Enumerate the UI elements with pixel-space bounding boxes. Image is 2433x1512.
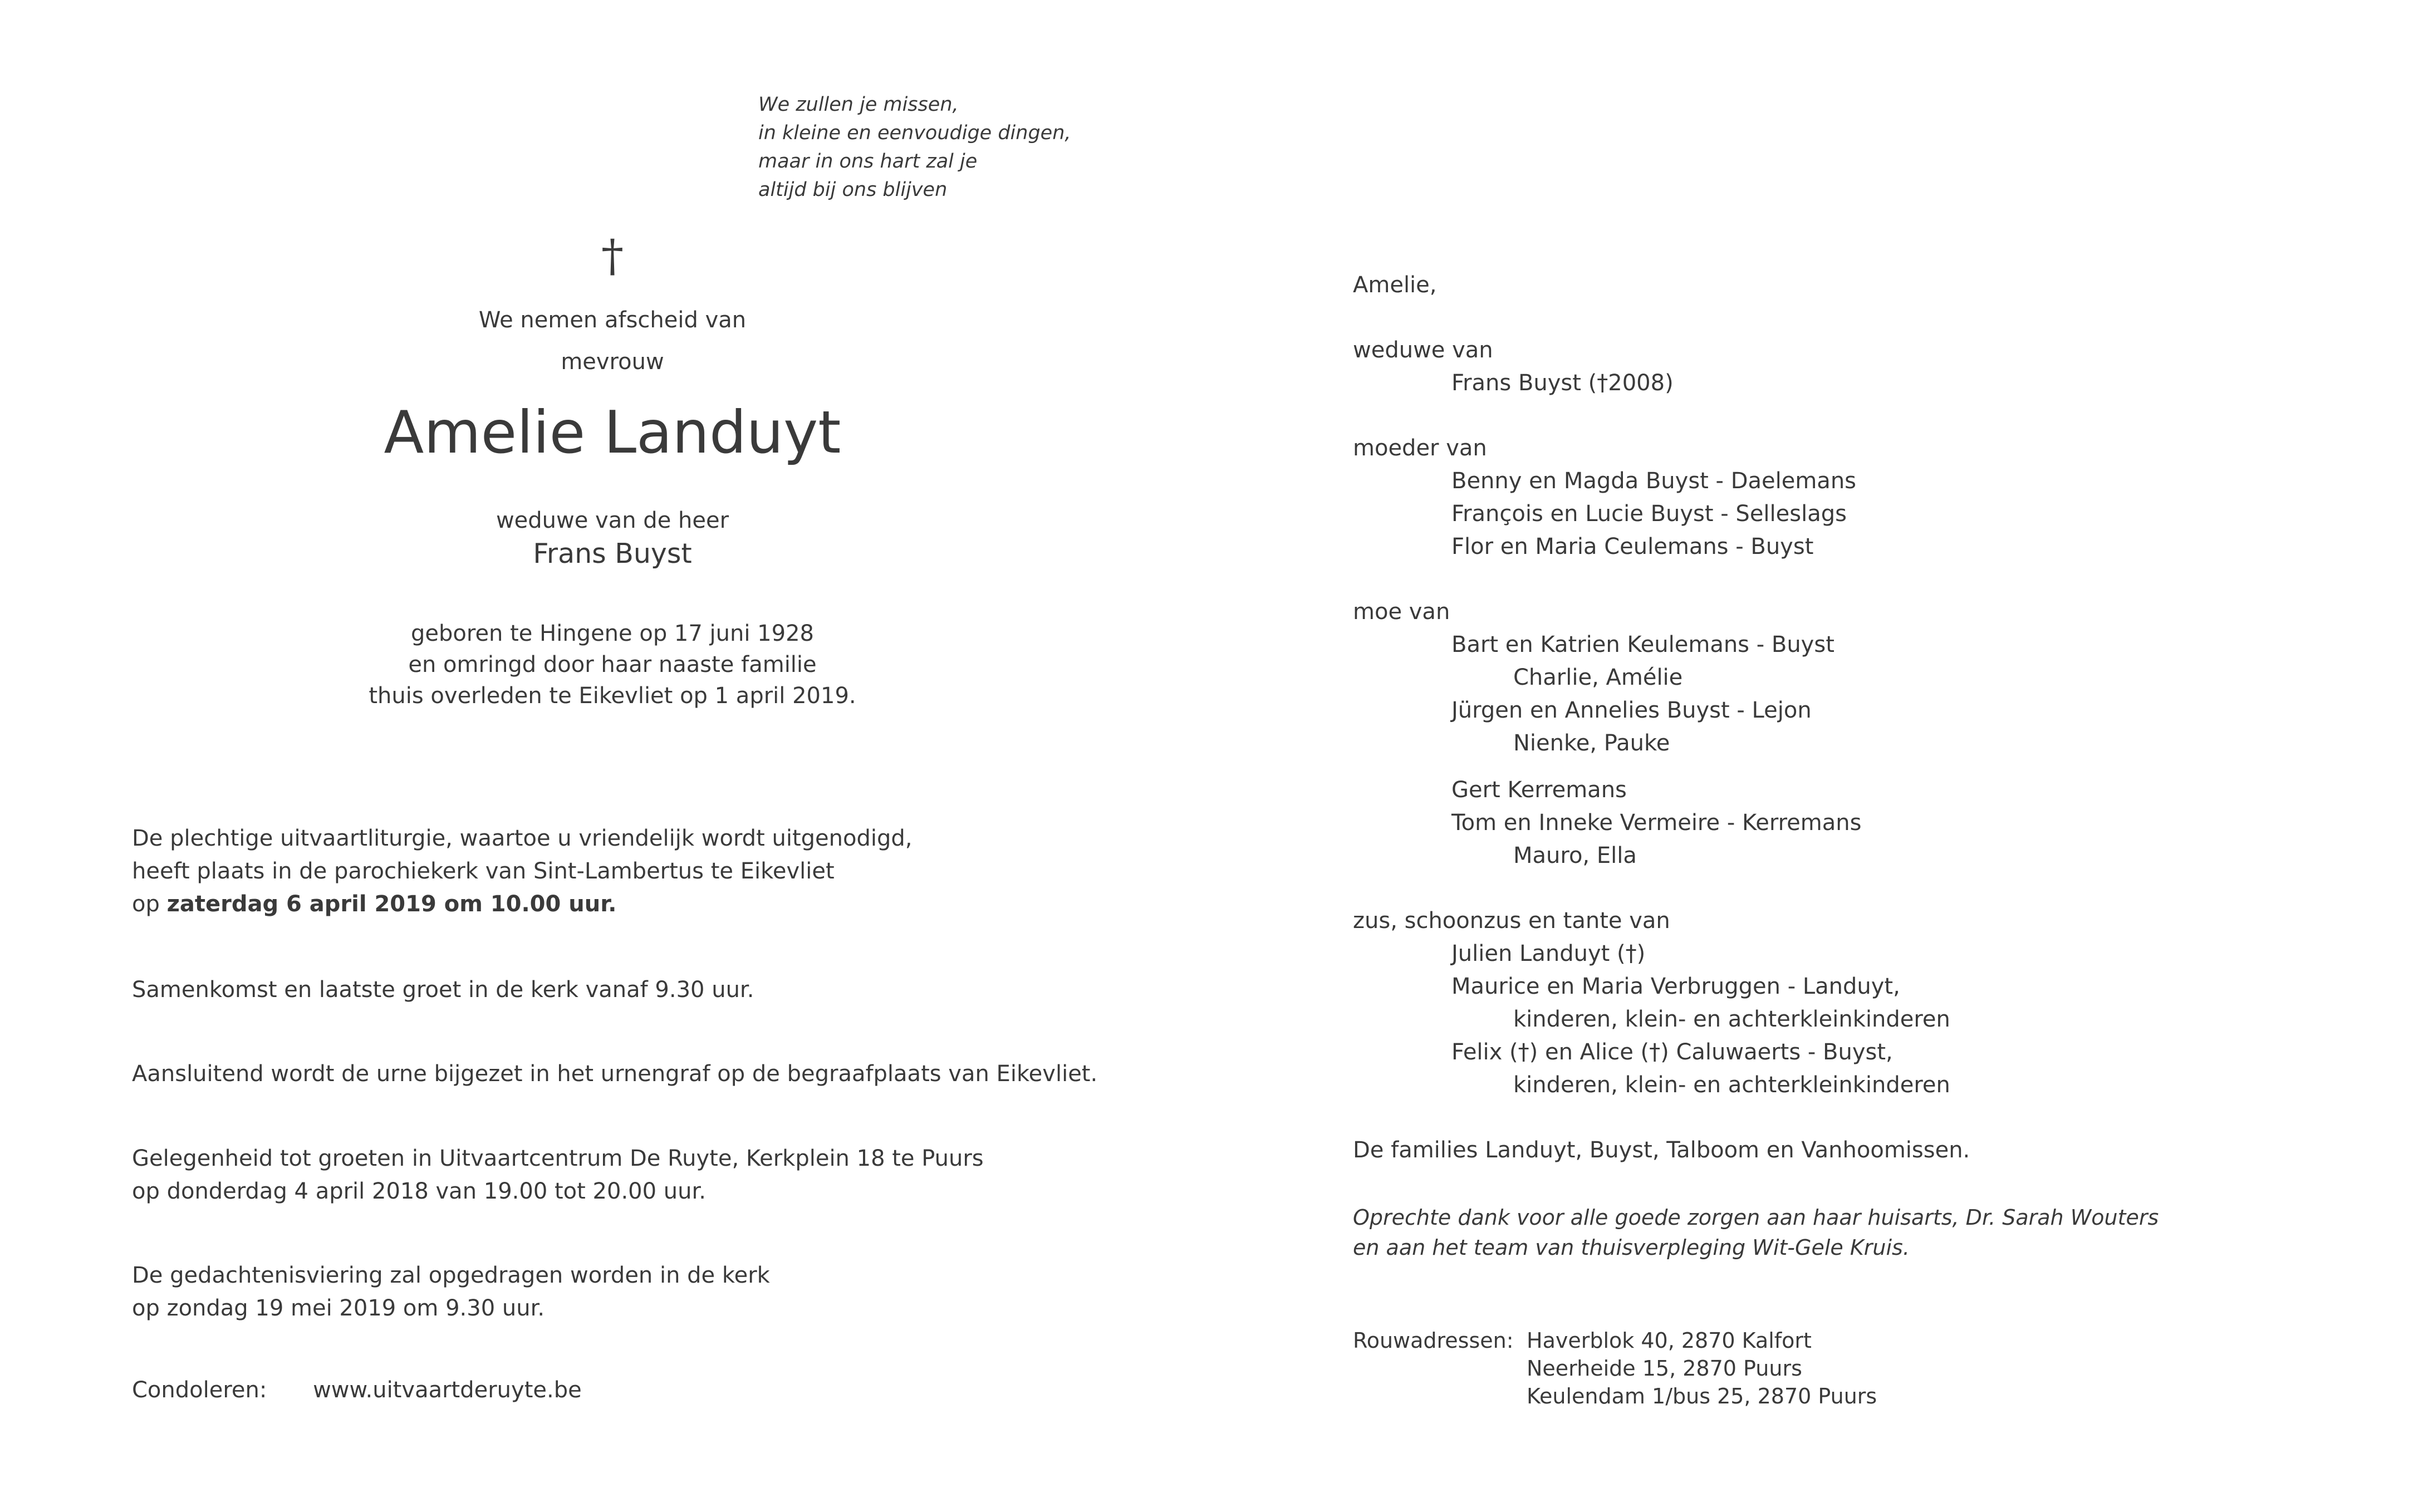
condolences: [132, 1374, 582, 1407]
address-line: Keulendam 1/bus 25, 2870 Puurs: [1527, 1384, 1877, 1408]
great-grandchildren: Mauro, Ella: [1513, 843, 1637, 868]
salutation: Amelie,: [1353, 272, 1437, 298]
gathering-info: Samenkomst en laatste groet in de kerk vanaf 9.30 uur.: [132, 977, 754, 1003]
greeting-info: [132, 1142, 984, 1208]
families-line: De families Landuyt, Buyst, Talboom en Vanhoomissen.: [1353, 1137, 1970, 1163]
liturgy-line: heeft plaats in de parochiekerk van Sint-Lambertus te Eikevliet: [132, 858, 835, 884]
liturgy-date: zaterdag 6 april 2019 om 10.00 uur.: [166, 891, 617, 917]
grandchild-entry: Jürgen en Annelies Buyst - Lejon: [1451, 698, 1812, 723]
life-line: thuis overleden te Eikevliet op 1 april 2019.: [369, 683, 856, 709]
sibling-entry: Felix (†) en Alice (†) Caluwaerts - Buyst,: [1451, 1039, 1893, 1065]
great-grandchildren: Charlie, Amélie: [1513, 665, 1683, 690]
condolences-label: Condoleren:: [132, 1377, 267, 1403]
memorial-line: De gedachtenisviering zal opgedragen worden in de kerk: [132, 1263, 770, 1288]
thanks-line: Oprechte dank voor alle goede zorgen aan haar huisarts, Dr. Sarah Wouters: [1353, 1205, 2159, 1230]
sibling-entry: Julien Landuyt (†): [1451, 941, 1646, 966]
liturgy-info: [132, 822, 912, 921]
farewell-line: We nemen afscheid van: [478, 307, 747, 333]
addresses-label: Rouwadressen:: [1353, 1328, 1514, 1353]
widow-of-name: Frans Buyst (†2008): [1451, 370, 1674, 396]
mother-of-label: moeder van: [1353, 435, 1487, 461]
memorial-line: op zondag 19 mei 2019 om 9.30 uur.: [132, 1295, 545, 1321]
child-entry: François en Lucie Buyst - Selleslags: [1451, 501, 1847, 527]
condolences-website: www.uitvaartderuyte.be: [313, 1377, 582, 1403]
spouse-name: Frans Buyst: [533, 538, 692, 570]
sibling-entry: Maurice en Maria Verbruggen - Landuyt,: [1451, 974, 1900, 999]
sibling-descendants: kinderen, klein- en achterkleinkinderen: [1513, 1007, 1950, 1032]
sibling-descendants: kinderen, klein- en achterkleinkinderen: [1513, 1072, 1950, 1098]
greeting-line: Gelegenheid tot groeten in Uitvaartcentrum De Ruyte, Kerkplein 18 te Puurs: [132, 1146, 984, 1171]
poem-line: maar in ons hart zal je: [758, 150, 978, 173]
child-entry: Benny en Magda Buyst - Daelemans: [1451, 468, 1857, 494]
title-prefix: mevrouw: [561, 349, 664, 375]
grandmother-of-label: moe van: [1353, 599, 1450, 625]
grandchild-entry: Tom en Inneke Vermeire - Kerremans: [1451, 810, 1862, 836]
address-line: Neerheide 15, 2870 Puurs: [1527, 1356, 1802, 1381]
poem-line: altijd bij ons blijven: [758, 179, 948, 201]
life-line: en omringd door haar naaste familie: [408, 652, 817, 678]
grandchild-entry: Gert Kerremans: [1451, 777, 1627, 803]
great-grandchildren: Nienke, Pauke: [1513, 730, 1670, 756]
life-line: geboren te Hingene op 17 juni 1928: [411, 621, 814, 646]
address-line: Haverblok 40, 2870 Kalfort: [1527, 1328, 1812, 1353]
grandchild-entry: Bart en Katrien Keulemans - Buyst: [1451, 632, 1834, 657]
cross-icon: †: [601, 230, 624, 282]
deceased-name: Amelie Landuyt: [384, 399, 841, 467]
liturgy-date-line: op zaterdag 6 april 2019 om 10.00 uur.: [132, 891, 617, 917]
thanks-line: en aan het team van thuisverpleging Wit-Gele Kruis.: [1353, 1235, 1910, 1260]
greeting-line: op donderdag 4 april 2018 van 19.00 tot 20.00 uur.: [132, 1179, 706, 1204]
thanks-note: [1353, 1202, 2159, 1263]
widow-of-label: weduwe van: [1353, 337, 1493, 363]
poem: [758, 91, 1071, 204]
poem-line: in kleine en eenvoudige dingen,: [758, 122, 1071, 144]
liturgy-line: De plechtige uitvaartliturgie, waartoe u vriendelijk wordt uitgenodigd,: [132, 826, 913, 851]
poem-line: We zullen je missen,: [758, 94, 959, 116]
sibling-label: zus, schoonzus en tante van: [1353, 908, 1670, 934]
widow-line: weduwe van de heer: [496, 508, 729, 533]
memorial-info: [132, 1259, 770, 1325]
life-details: [278, 618, 946, 711]
child-entry: Flor en Maria Ceulemans - Buyst: [1451, 534, 1814, 559]
addresses-list: [1527, 1327, 1877, 1410]
urn-info: Aansluitend wordt de urne bijgezet in het urnengraf op de begraafplaats van Eikevliet.: [132, 1061, 1098, 1087]
